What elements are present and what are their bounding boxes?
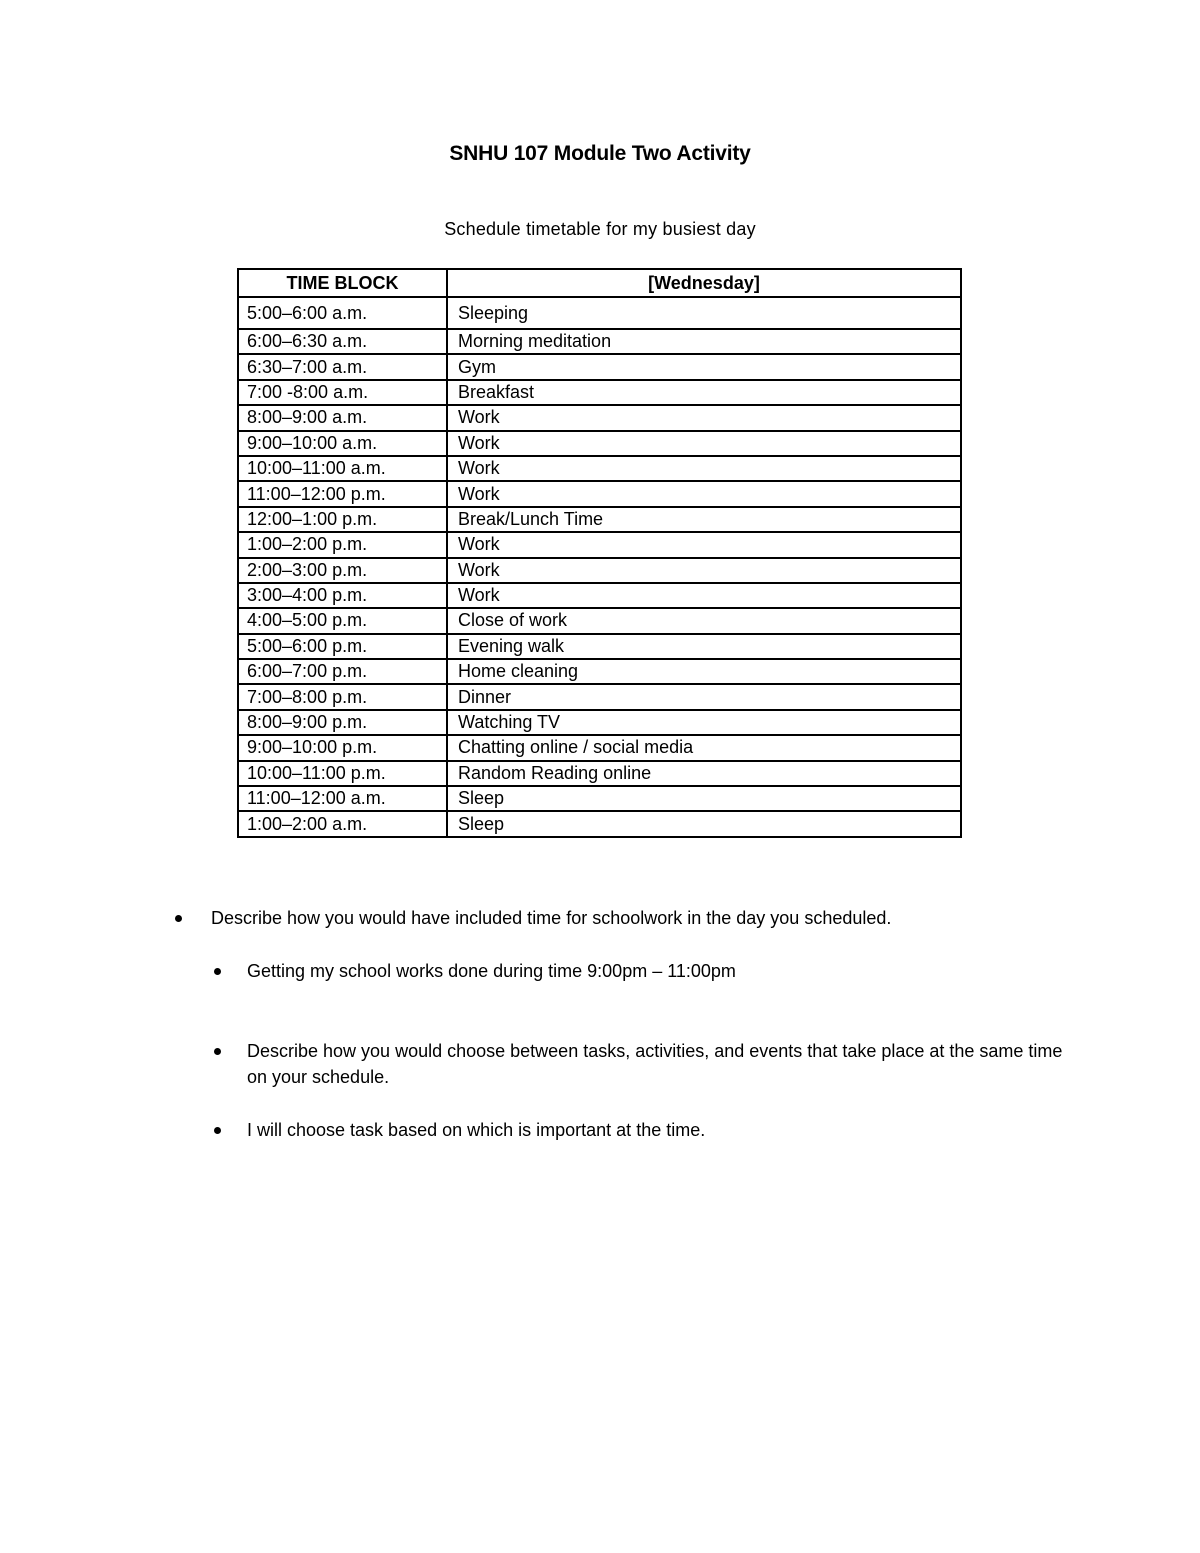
table-row [238,735,961,760]
table-row [238,558,961,583]
table-row [238,786,961,811]
activity-cell: Random Reading online [447,761,961,786]
time-cell: 8:00–9:00 p.m. [238,710,447,735]
time-cell: 7:00–8:00 p.m. [238,684,447,709]
table-row [238,354,961,379]
table-row [238,710,961,735]
table-row [238,481,961,506]
activity-cell: Evening walk [447,634,961,659]
activity-cell: Sleep [447,811,961,836]
time-cell: 5:00–6:00 a.m. [238,297,447,329]
answer-schoolwork: Getting my school works done during time 9:00pm – 11:00pm [247,961,736,981]
time-cell: 6:00–7:00 p.m. [238,659,447,684]
header-day: [Wednesday] [447,269,961,297]
activity-cell: Chatting online / social media [447,735,961,760]
activity-cell: Work [447,583,961,608]
table-row [238,608,961,633]
activity-cell: Work [447,481,961,506]
time-cell: 10:00–11:00 a.m. [238,456,447,481]
time-cell: 11:00–12:00 a.m. [238,786,447,811]
activity-cell: Morning meditation [447,329,961,354]
answer-choosing-tasks: I will choose task based on which is important at the time. [247,1120,706,1140]
question-choosing-tasks: Describe how you would choose between tasks, activities, and events that take place at the same time on your schedule. [247,1041,1063,1087]
table-row [238,583,961,608]
activity-cell: Break/Lunch Time [447,507,961,532]
time-cell: 6:00–6:30 a.m. [238,329,447,354]
activity-cell: Work [447,431,961,456]
bullet-icon [214,1048,221,1055]
page-title: SNHU 107 Module Two Activity [449,142,751,165]
activity-cell: Work [447,558,961,583]
bullet-icon [175,915,182,922]
table-row [238,431,961,456]
time-cell: 1:00–2:00 p.m. [238,532,447,557]
activity-cell: Breakfast [447,380,961,405]
time-cell: 6:30–7:00 a.m. [238,354,447,379]
page-subtitle: Schedule timetable for my busiest day [444,219,756,239]
table-row [238,684,961,709]
table-row [238,634,961,659]
time-cell: 3:00–4:00 p.m. [238,583,447,608]
time-cell: 11:00–12:00 p.m. [238,481,447,506]
activity-cell: Work [447,405,961,430]
table-row [238,297,961,329]
table-row [238,405,961,430]
activity-cell: Home cleaning [447,659,961,684]
activity-cell: Watching TV [447,710,961,735]
table-row [238,659,961,684]
activity-cell: Sleeping [447,297,961,329]
table-header-row [238,269,961,297]
activity-cell: Sleep [447,786,961,811]
time-cell: 9:00–10:00 a.m. [238,431,447,456]
time-cell: 12:00–1:00 p.m. [238,507,447,532]
table-row [238,532,961,557]
table-row [238,329,961,354]
activity-cell: Gym [447,354,961,379]
table-row [238,380,961,405]
time-cell: 5:00–6:00 p.m. [238,634,447,659]
header-time-block: TIME BLOCK [238,269,447,297]
time-cell: 10:00–11:00 p.m. [238,761,447,786]
table-row [238,456,961,481]
time-cell: 7:00 -8:00 a.m. [238,380,447,405]
bullet-icon [214,1127,221,1134]
question-schoolwork: Describe how you would have included time for schoolwork in the day you scheduled. [211,908,892,928]
activity-cell: Dinner [447,684,961,709]
bullet-icon [214,968,221,975]
time-cell: 8:00–9:00 a.m. [238,405,447,430]
table-row [238,761,961,786]
time-cell: 9:00–10:00 p.m. [238,735,447,760]
activity-cell: Close of work [447,608,961,633]
table-row [238,811,961,836]
time-cell: 2:00–3:00 p.m. [238,558,447,583]
schedule-table [237,268,962,838]
time-cell: 4:00–5:00 p.m. [238,608,447,633]
activity-cell: Work [447,532,961,557]
time-cell: 1:00–2:00 a.m. [238,811,447,836]
activity-cell: Work [447,456,961,481]
schedule-table-body [238,297,961,837]
table-row [238,507,961,532]
